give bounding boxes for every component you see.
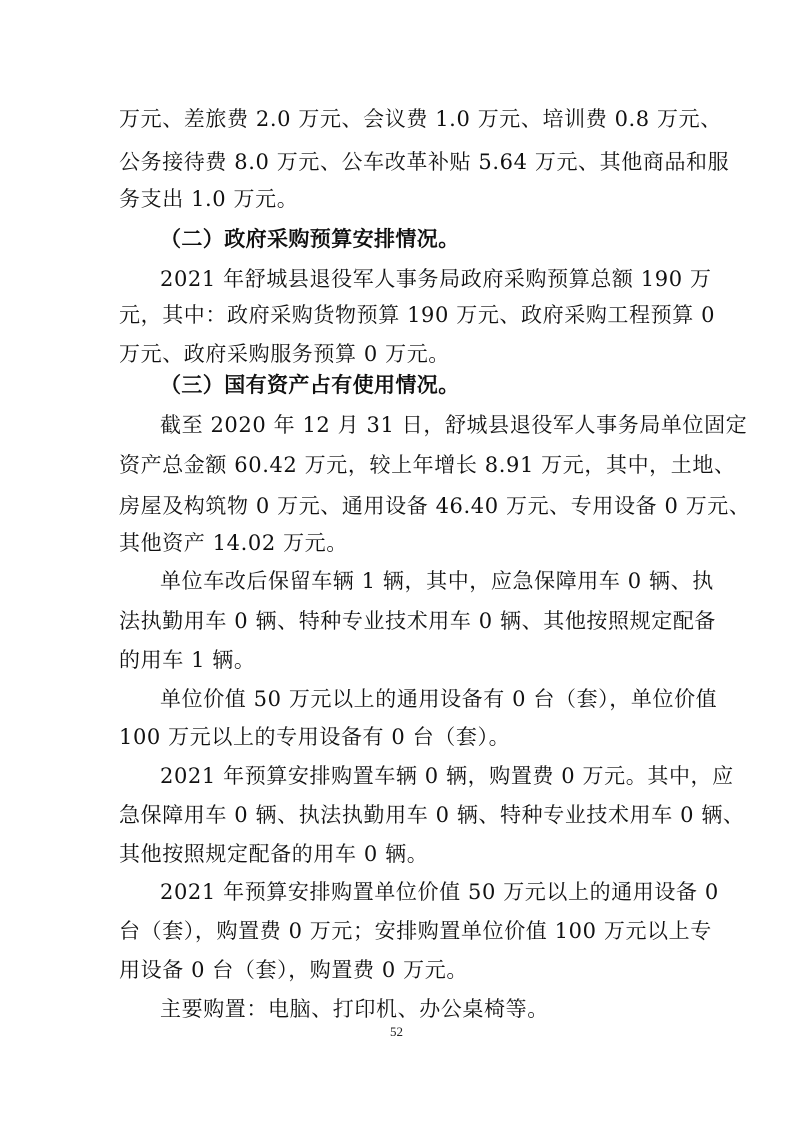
paragraph-line: 主要购置：电脑、打印机、办公桌椅等。 xyxy=(160,997,549,1021)
paragraph-line: 2021 年预算安排购置单位价值 50 万元以上的通用设备 0 xyxy=(160,880,719,904)
paragraph-line: 公务接待费 8.0 万元、公车改革补贴 5.64 万元、其他商品和服 xyxy=(119,150,730,174)
paragraph-line: 务支出 1.0 万元。 xyxy=(119,187,299,211)
section-heading-state-assets: （三）国有资产占有使用情况。 xyxy=(160,373,460,397)
paragraph-line: 其他资产 14.02 万元。 xyxy=(119,531,348,555)
paragraph-line: 房屋及构筑物 0 万元、通用设备 46.40 万元、专用设备 0 万元、 xyxy=(119,494,751,518)
paragraph-line: 万元、政府采购服务预算 0 万元。 xyxy=(119,342,450,366)
paragraph-line: 用设备 0 台（套），购置费 0 万元。 xyxy=(119,958,468,982)
paragraph-line: 法执勤用车 0 辆、特种专业技术用车 0 辆、其他按照规定配备 xyxy=(119,609,717,633)
paragraph-line: 万元、差旅费 2.0 万元、会议费 1.0 万元、培训费 0.8 万元、 xyxy=(119,107,722,131)
paragraph-line: 2021 年舒城县退役军人事务局政府采购预算总额 190 万 xyxy=(160,267,712,291)
paragraph-line: 其他按照规定配备的用车 0 辆。 xyxy=(119,842,429,866)
paragraph-line: 的用车 1 辆。 xyxy=(119,648,256,672)
paragraph-line: 单位车改后保留车辆 1 辆，其中，应急保障用车 0 辆、执 xyxy=(160,569,714,593)
paragraph-line: 单位价值 50 万元以上的通用设备有 0 台（套），单位价值 xyxy=(160,687,718,711)
paragraph-line: 台（套），购置费 0 万元；安排购置单位价值 100 万元以上专 xyxy=(119,919,712,943)
paragraph-line: 资产总金额 60.42 万元，较上年增长 8.91 万元，其中，土地、 xyxy=(119,453,736,477)
paragraph-line: 急保障用车 0 辆、执法执勤用车 0 辆、特种专业技术用车 0 辆、 xyxy=(119,803,745,827)
section-heading-government-procurement: （二）政府采购预算安排情况。 xyxy=(160,227,460,251)
paragraph-line: 2021 年预算安排购置车辆 0 辆，购置费 0 万元。其中，应 xyxy=(160,764,734,788)
paragraph-line: 截至 2020 年 12 月 31 日，舒城县退役军人事务局单位固定 xyxy=(160,413,748,437)
page-number: 52 xyxy=(390,1024,403,1039)
paragraph-line: 元，其中：政府采购货物预算 190 万元、政府采购工程预算 0 xyxy=(119,303,716,327)
paragraph-line: 100 万元以上的专用设备有 0 台（套）。 xyxy=(119,725,511,749)
